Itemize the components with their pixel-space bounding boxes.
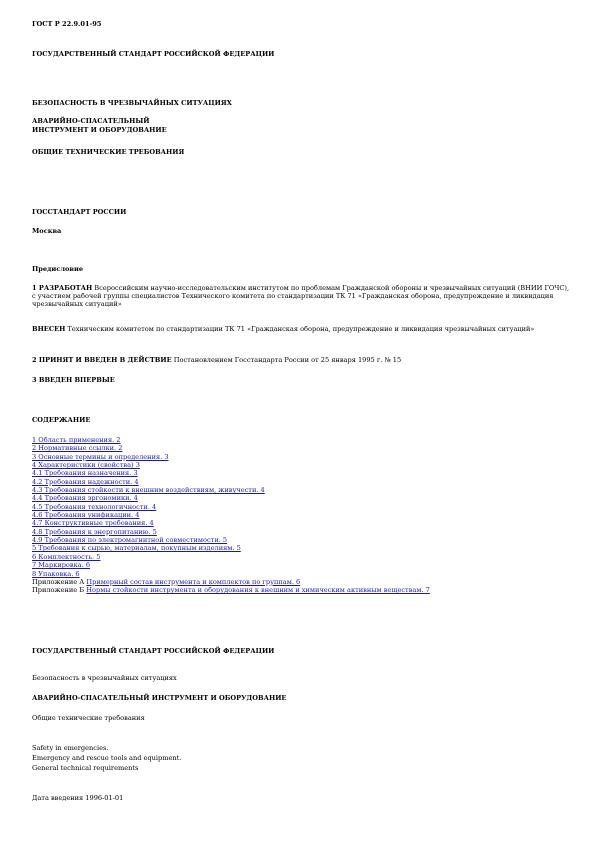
body-title: АВАРИЙНО-СПАСАТЕЛЬНЫЙ ИНСТРУМЕНТ И ОБОРУДОВАНИЕ <box>32 694 287 702</box>
toc-link-4-2[interactable]: 4.2 Требования надежности. 4 <box>32 477 139 486</box>
preface-paragraph-1 <box>32 284 572 308</box>
preface-paragraph-3 <box>32 356 401 364</box>
preface-p1-text: Всероссийским научно-исследовательским институтом по проблемам Гражданской обороны и чрезвычайных ситуаций (ВНИИ ГОЧС), с участием рабочей группы специалистов Технического комитета по стандартизации ТК 71 «Гражданская оборона, предупреждение и ликвидация чрезвычайных ситуаций» <box>32 284 570 308</box>
preface-heading: Предисловие <box>32 265 84 273</box>
toc-link-4-9[interactable]: 4.9 Требования по электромагнитной совместимости. 5 <box>32 536 228 545</box>
toc-link-2[interactable]: 2 Нормативные ссылки. 2 <box>32 444 123 453</box>
toc-link-4-5[interactable]: 4.5 Требования технологичности. 4 <box>32 502 157 511</box>
preface-paragraph-4: 3 ВВЕДЕН ВПЕРВЫЕ <box>32 376 115 384</box>
standard-header: ГОСУДАРСТВЕННЫЙ СТАНДАРТ РОССИЙСКОЙ ФЕДЕРАЦИИ <box>32 50 275 58</box>
preface-p2-text: Техническим комитетом по стандартизации ТК 71 «Гражданская оборона, предупреждение и ликвидация чрезвычайных ситуаций» <box>65 325 535 333</box>
english-title-line-2: Emergency and rescue tools and equipment. <box>32 754 182 762</box>
appendix-a-prefix: Приложение А <box>32 577 85 586</box>
toc-link-8[interactable]: 8 Упаковка. 6 <box>32 569 80 578</box>
contents-heading: СОДЕРЖАНИЕ <box>32 416 91 424</box>
toc-link-4-1[interactable]: 4.1 Требования назначения. 3 <box>32 469 138 478</box>
introduction-date: Дата введения 1996-01-01 <box>32 794 124 802</box>
subtitle: ОБЩИЕ ТЕХНИЧЕСКИЕ ТРЕБОВАНИЯ <box>32 148 185 156</box>
body-standard-header: ГОСУДАРСТВЕННЫЙ СТАНДАРТ РОССИЙСКОЙ ФЕДЕРАЦИИ <box>32 647 275 655</box>
toc-link-4-8[interactable]: 4.8 Требования к энергопитанию. 5 <box>32 527 157 536</box>
english-title-line-1: Safety in emergencies. <box>32 744 109 752</box>
english-title-line-3: General technical requirements <box>32 764 139 772</box>
toc-link-4-6[interactable]: 4.6 Требования унификации. 4 <box>32 511 140 520</box>
publisher: ГОССТАНДАРТ РОССИИ <box>32 208 127 216</box>
toc-link-4[interactable]: 4 Характеристики (свойства) 3 <box>32 461 140 470</box>
title-line-1: АВАРИЙНО-СПАСАТЕЛЬНЫЙ <box>32 117 150 125</box>
toc-link-7[interactable]: 7 Маркировка. 6 <box>32 561 91 570</box>
series-title: БЕЗОПАСНОСТЬ В ЧРЕЗВЫЧАЙНЫХ СИТУАЦИЯХ <box>32 99 232 107</box>
toc-link-4-4[interactable]: 4.4 Требования эргономики. 4 <box>32 494 138 503</box>
appendix-b-prefix: Приложение Б <box>32 586 85 595</box>
doc-number: ГОСТ Р 22.9.01-95 <box>32 20 102 28</box>
preface-p2-label: ВНЕСЕН <box>32 325 66 333</box>
title-line-2: ИНСТРУМЕНТ И ОБОРУДОВАНИЕ <box>32 126 167 134</box>
preface-p1-label: 1 РАЗРАБОТАН <box>32 284 93 292</box>
toc-link-6[interactable]: 6 Комплектность. 5 <box>32 552 101 561</box>
toc-appendix-a <box>32 578 430 586</box>
toc-link-3[interactable]: 3 Основные термины и определения. 3 <box>32 452 169 461</box>
body-subtitle: Общие технические требования <box>32 714 145 722</box>
toc-appendix-b <box>32 586 430 594</box>
toc-link-4-3[interactable]: 4.3 Требования стойкости к внешним воздействиям, живучести. 4 <box>32 486 265 495</box>
table-of-contents <box>32 436 430 595</box>
preface-paragraph-2 <box>32 325 572 333</box>
body-series-title: Безопасность в чрезвычайных ситуациях <box>32 674 177 682</box>
city: Москва <box>32 227 62 235</box>
toc-link-1[interactable]: 1 Область применения. 2 <box>32 436 121 444</box>
preface-p3-text: Постановлением Госстандарта России от 25 января 1995 г. № 15 <box>171 356 402 364</box>
toc-link-appendix-a[interactable]: Примерный состав инструмента и комплектов по группам. 6 <box>86 577 301 586</box>
toc-link-4-7[interactable]: 4.7 Конструктивные требования. 4 <box>32 519 154 528</box>
preface-p3-label: 2 ПРИНЯТ И ВВЕДЕН В ДЕЙСТВИЕ <box>32 356 172 364</box>
toc-link-appendix-b[interactable]: Нормы стойкости инструмента и оборудования к внешним и химическим активным веществам. 7 <box>86 586 430 595</box>
toc-link-5[interactable]: 5 Требования к сырью, материалам, покупным изделиям. 5 <box>32 544 241 553</box>
